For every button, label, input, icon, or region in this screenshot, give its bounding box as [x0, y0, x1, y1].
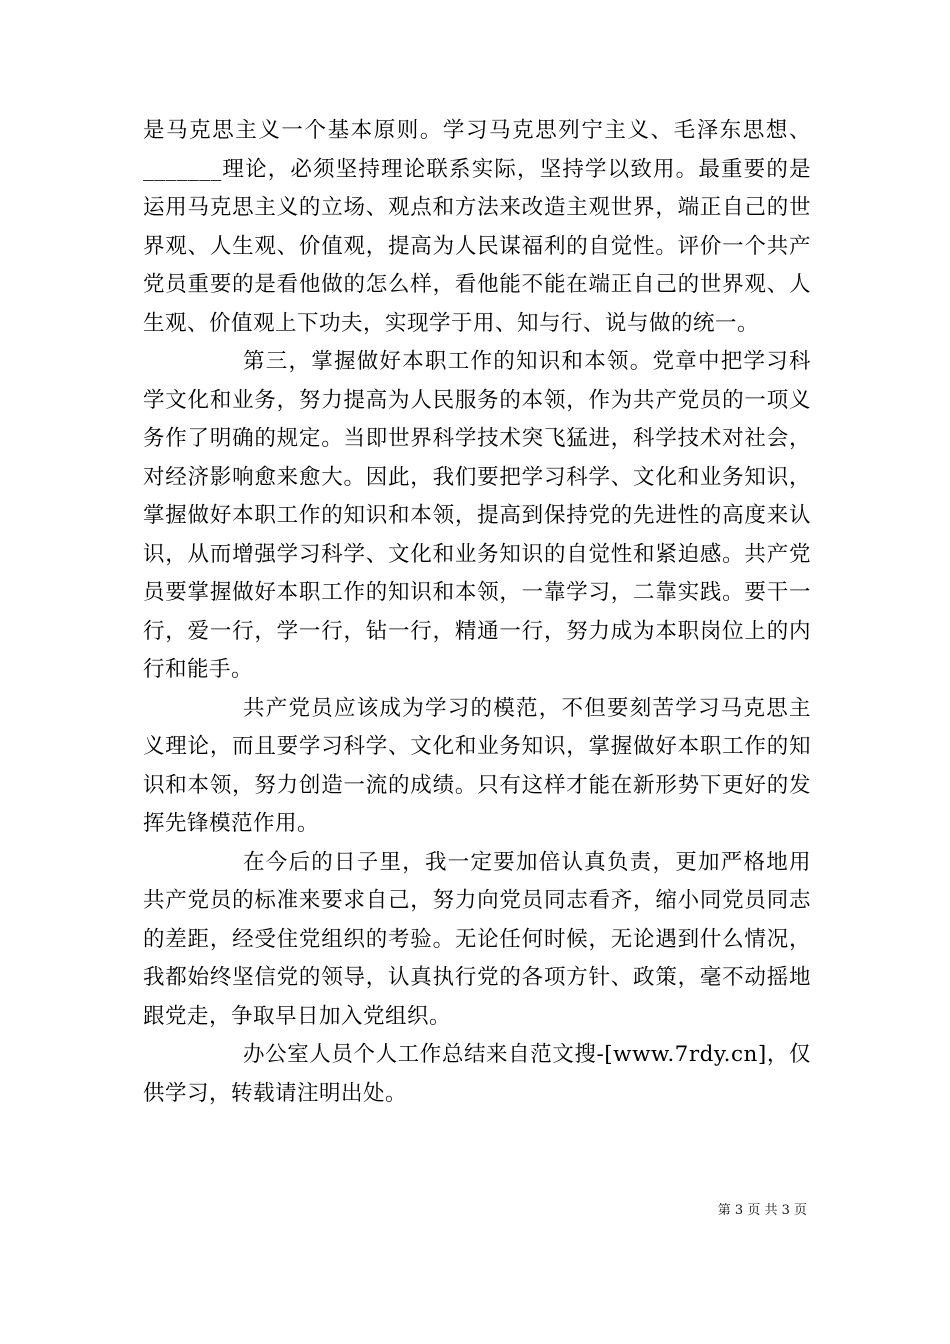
- paragraph-future-commitment: 在今后的日子里，我一定要加倍认真负责，更加严格地用共产党员的标准来要求自己，努力向党员同志看齐，缩小同党员同志的差距，经受住党组织的考验。无论任何时候，无论遇到什么情况，我都始终坚信党的领导，认真执行党的各项方针、政策，毫不动摇地跟党走，争取早日加入党组织。: [143, 849, 811, 1029]
- paragraph-principle: 是马克思主义一个基本原则。学习马克思列宁主义、毛泽东思想、_______理论，必须坚持理论联系实际，坚持学以致用。最重要的是运用马克思主义的立场、观点和方法来改造主观世界，端正自己的世界观、人生观、价值观，提高为人民谋福利的自觉性。评价一个共产党员重要的是看他做的怎么样，看他能不能在端正自己的世界观、人生观、价值观上下功夫，实现学于用、知与行、说与做的统一。: [143, 118, 811, 336]
- paragraph-source-note: 办公室人员个人工作总结来自范文搜-[www.7rdy.cn]，仅供学习，转载请注明出处。: [143, 1042, 811, 1106]
- paragraph-third-point: 第三，掌握做好本职工作的知识和本领。党章中把学习科学文化和业务，努力提高为人民服务的本领，作为共产党员的一项义务作了明确的规定。当即世界科学技术突飞猛进，科学技术对社会，对经济影响愈来愈大。因此，我们要把学习科学、文化和业务知识，掌握做好本职工作的知识和本领，提高到保持党的先进性的高度来认识，从而增强学习科学、文化和业务知识的自觉性和紧迫感。共产党员要掌握做好本职工作的知识和本领，一靠学习，二靠实践。要干一行，爱一行，学一行，钻一行，精通一行，努力成为本职岗位上的内行和能手。: [143, 349, 811, 682]
- page-number-footer: 第 3 页 共 3 页: [717, 1203, 807, 1218]
- document-body: [143, 112, 811, 1113]
- paragraph-model-learning: 共产党员应该成为学习的模范，不但要刻苦学习马克思主义理论，而且要学习科学、文化和业务知识，掌握做好本职工作的知识和本领，努力创造一流的成绩。只有这样才能在新形势下更好的发挥先锋模范作用。: [143, 695, 811, 836]
